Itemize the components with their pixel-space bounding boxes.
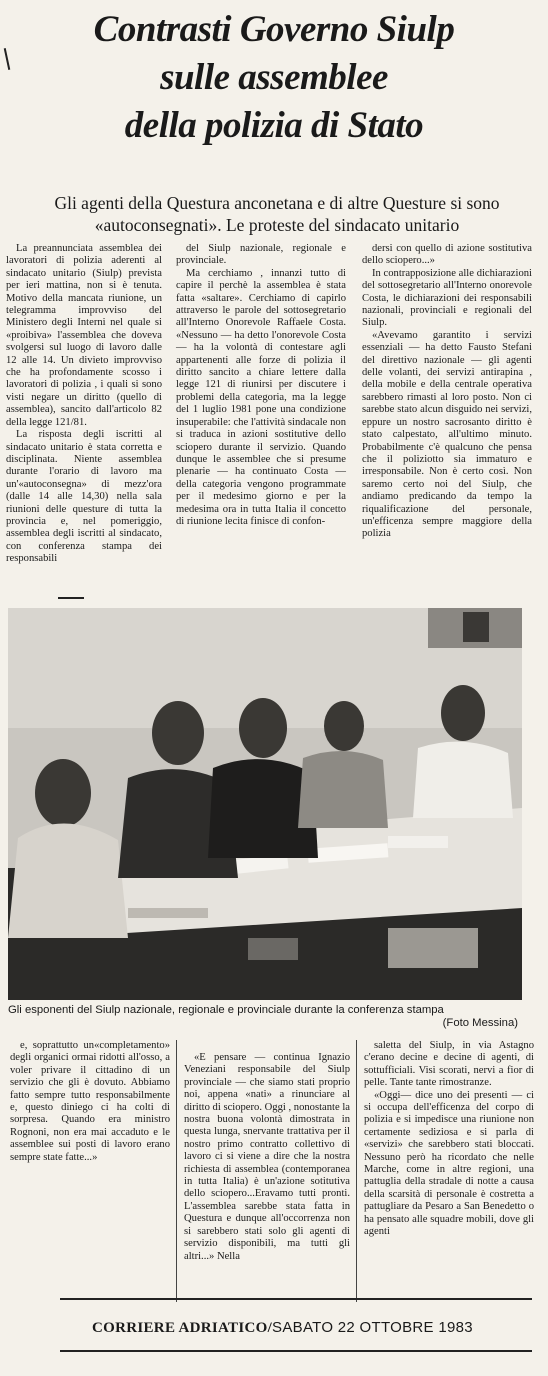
subheadline: Gli agenti della Questura anconetana e di altre Questure si sono «autoconsegnati». Le proteste del sindacato unitario [54, 193, 500, 235]
paragraph: «Avevamo garantito i servizi essenziali — ha detto Fausto Stefani del direttivo nazionale — gli agenti delle volanti, dei servizi antirapina , della mobile e della centrale operativa sarebbero rimasti al loro posto. Non ci sarebbe stato alcun disguido nei servizi, eppure un nostro sacrosanto diritto è stato calpestato, all'ultimo minuto. Probabilmente c'è qualcuno che pensa che il poliziotto sia immaturo e irresponsabile. Non è certo così. Non saremo certo noi del Siulp, che andiamo predicando da tempo la riqualificazione del personale, un'efficenza sempre maggiore della polizia [362, 329, 532, 540]
headline-line-2: sulle assemblee [160, 57, 388, 98]
caption-text: Gli esponenti del Siulp nazionale, regionale e provinciale durante la conferenza stampa [8, 1004, 444, 1016]
article-column-3 [362, 243, 532, 541]
column-divider [356, 1040, 357, 1302]
paragraph: La preannunciata assemblea dei lavoratori di polizia aderenti al sindacato unitario (Siulp) prevista per ieri mattina, non si è tenuta. Motivo della mancata riunione, un telegramma improvviso del Ministero degli Interni nel quale si «proibiva» l'assemblea che doveva svolgersi sul luogo di lavoro dalle 12 alle 14. Un divieto improvviso che ha profondamente scosso i lavoratori di polizia , i quali si sono visti negare un diritto (quello di assemblea), sancito dall'articolo 82 della legge 121/81. [6, 243, 162, 428]
bottom-column-2 [184, 1052, 350, 1263]
paragraph: Ma cerchiamo , innanzi tutto di capire il perchè la assemblea è stata fatta «saltare». Cerchiamo di capirlo attraverso le parole del sottosegretario all'Interno Onorevole Raffaele Costa. «Nessuno — ha detto l'onorevole Costa — ha la volontà di contestare agli appartenenti alle forze di polizia il diritto sancito a chiare lettere dalla legge 121 di riunirsi per discutere i problemi della categoria, ma la legge del 1 luglio 1981 pone una condizione insuperabile: che l'attività sindacale non si traduca in azioni sostitutive dello sciopero durante il servizio. Quando dunque le assemblee che si presume plenarie — ha continuato Costa — della categoria vengono programmate per il medesimo giorno e per la medesima ora in tutta Italia il concetto di riunione lecita finisce di confon- [176, 267, 346, 527]
publication-date: SABATO 22 OTTOBRE 1983 [272, 1319, 473, 1336]
photo-caption [8, 1004, 524, 1029]
bottom-column-3 [364, 1040, 534, 1239]
headline [10, 6, 538, 150]
paragraph: del Siulp nazionale, regionale e provinciale. [176, 243, 346, 267]
paragraph: La risposta degli iscritti al sindacato unitario è stata corretta e disciplinata. Niente assemblea durante l'orario di lavoro ma un'«autoconsegna» di mezz'ora (dalle 14 alle 14,30) nella sala riunioni delle questure di tutta la provincia e, nel pomeriggio, assemblea degli iscritti al sindacato, con conferenza stampa dei responsabili [6, 429, 162, 565]
bottom-column-1 [10, 1040, 170, 1164]
newspaper-name: CORRIERE ADRIATICO [92, 1320, 268, 1336]
masthead-separator: / [267, 1320, 273, 1336]
paragraph: «E pensare — continua Ignazio Veneziani responsabile del Siulp provinciale — che siamo stati proprio noi, appena «nati» a rinunciare al diritto di sciopero. Oggi , nonostante la nostra buona volontà dimostrata in questa lunga, snervante trattativa per il nostro primo contratto collettivo di lavoro ci si viene a dire che la nostra richiesta di assemblea (contemporanea in tutta Italia) è un'azione sotitutiva dello sciopero...Eravamo tutti pronti. L'assemblea sarebbe stata fatta in Questura e dunque all'occorrenza non si sarebbero stati solo gli agenti di servizio disponibili, ma tutti gli altri...» Nella [184, 1052, 350, 1262]
article-column-2 [176, 243, 346, 528]
paragraph: e, soprattutto un«completamento» degli organici ormai ridotti all'osso, a voler privare il cittadino di un servizio che gli è dovuto. Abbiamo fatto sempre tutto responsabilmente e, questo diniego ci ha colti di sorpresa. Quando era ministro Rognoni, non era mai accaduto e le assemblee sui posti di lavoro erano sempre state fatte...» [10, 1040, 170, 1163]
headline-line-1: Contrasti Governo Siulp [93, 9, 455, 50]
paragraph: saletta del Siulp, in via Astagno c'erano decine e decine di agenti, di sottufficiali. Visi scorati, nervi a fior di pelle. Tante tante rimostranze. [364, 1040, 534, 1089]
paragraph: dersi con quello di azione sostitutiva dello sciopero...» [362, 243, 532, 267]
headline-line-3: della polizia di Stato [124, 105, 424, 146]
paragraph: «Oggi— dice uno dei presenti — ci si occupa dell'efficenza del corpo di polizia e si impedisce una riunione non certamente sediziosa e si parla di «servizi» che sarebbero stati bloccati. Nessuno però ha ricordato che nelle Marche, come in altre regioni, una pattuglia della stradale di notte a causa della scarsità di personale è costretta a pattugliare da Pesaro a San Benedetto o ha pensato alle squadre mobili, dove gli agenti [364, 1089, 534, 1238]
column-divider [176, 1040, 177, 1302]
press-photo [8, 608, 522, 1000]
masthead-bottom-rule [60, 1350, 532, 1352]
photo-credit: (Foto Messina) [442, 1017, 518, 1029]
article-column-1 [6, 243, 162, 566]
masthead-top-rule [60, 1298, 532, 1300]
paragraph: In contrapposizione alle dichiarazioni del sottosegretario all'Interno onorevole Costa, le dichiarazioni dei responsabili nazionali, provinciali e regionali del Siulp. [362, 267, 532, 329]
masthead [92, 1318, 532, 1338]
photo-meeting-icon [8, 608, 522, 1000]
column-end-rule [58, 597, 84, 599]
